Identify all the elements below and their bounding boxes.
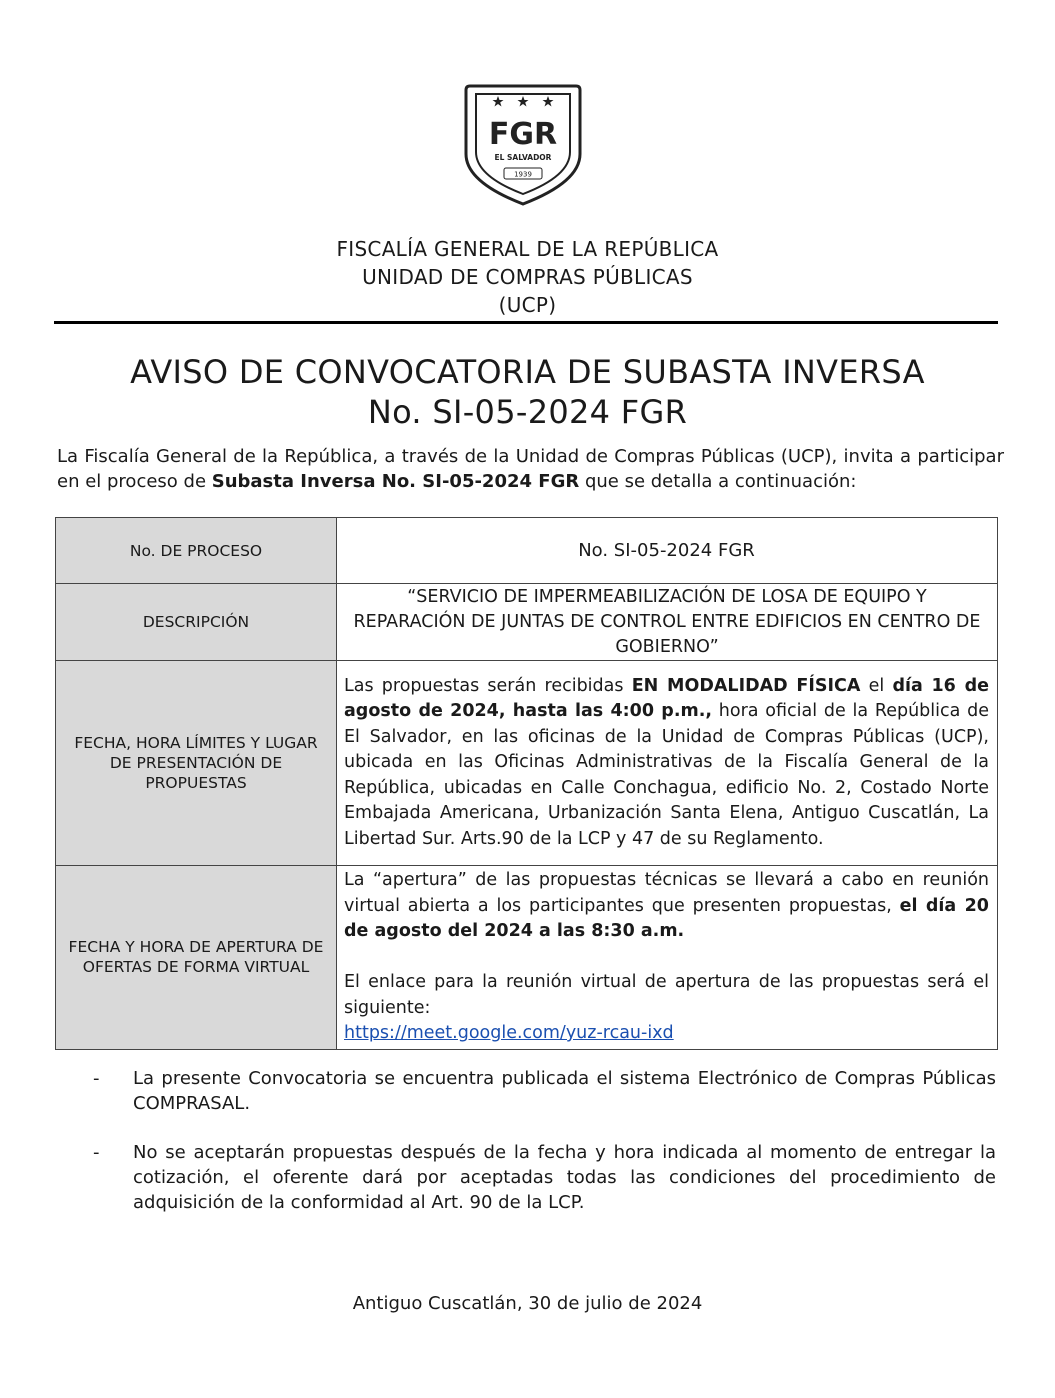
description-value: “SERVICIO DE IMPERMEABILIZACIÓN DE LOSA DE EQUIPO Y REPARACIÓN DE JUNTAS DE CONTROL ENTRE EDIFICIOS EN CENTRO DE GOBIERNO” xyxy=(337,584,998,661)
title-line-2: No. SI-05-2024 FGR xyxy=(367,393,688,431)
table-row xyxy=(56,584,998,661)
fgr-shield-logo xyxy=(462,82,584,208)
table-row xyxy=(56,866,998,1050)
list-item: - No se aceptarán propuestas después de la fecha y hora indicada al momento de entregar la cotización, el oferente dará por aceptadas todas las condiciones del procedimiento de adquisición de la conformidad al Art. 90 de la LCP. xyxy=(93,1142,996,1213)
intro-paragraph: La Fiscalía General de la República, a través de la Unidad de Compras Públicas (UCP), invita a participar en el proceso de Subasta Inversa No. SI-05-2024 FGR que se detalla a continuación: xyxy=(57,446,1004,492)
header-divider xyxy=(54,321,998,324)
process-number-label: No. DE PROCESO xyxy=(56,518,337,584)
meeting-link[interactable]: https://meet.google.com/yuz-rcau-ixd xyxy=(344,1023,674,1043)
table-row xyxy=(56,518,998,584)
svg-text:1939: 1939 xyxy=(514,170,532,179)
opening-date-value: La “apertura” de las propuestas técnicas se llevará a cabo en reunión virtual abierta a los participantes que presenten propuestas, el día 20 de agosto del 2024 a las 8:30 a.m. El enlace para la reunión virtual de apertura de las propuestas será el siguiente: https://meet.google.com/yuz-rcau-ixd xyxy=(337,866,998,1050)
process-number-value: No. SI-05-2024 FGR xyxy=(337,518,998,584)
title-line-1: AVISO DE CONVOCATORIA DE SUBASTA INVERSA xyxy=(130,353,925,391)
svg-text:EL SALVADOR: EL SALVADOR xyxy=(494,153,552,162)
header-line-1: FISCALÍA GENERAL DE LA REPÚBLICA xyxy=(336,237,719,261)
document-title xyxy=(0,352,1055,432)
notes-list xyxy=(93,1066,996,1239)
table-row xyxy=(56,661,998,866)
submission-deadline-value: Las propuestas serán recibidas EN MODALIDAD FÍSICA el día 16 de agosto de 2024, hasta las 4:00 p.m., hora oficial de la República de El Salvador, en las oficinas de la Unidad de Compras Públicas (UCP), ubicada en las Oficinas Administrativas de la Fiscalía General de la República, ubicadas en Calle Conchagua, edificio No. 2, Costado Norte Embajada Americana, Urbanización Santa Elena, Antiguo Cuscatlán, La Libertad Sur. Arts.90 de la LCP y 47 de su Reglamento. xyxy=(337,661,998,866)
description-label: DESCRIPCIÓN xyxy=(56,584,337,661)
place-date: Antiguo Cuscatlán, 30 de julio de 2024 xyxy=(352,1293,703,1314)
submission-deadline-label: FECHA, HORA LÍMITES Y LUGAR DE PRESENTACIÓN DE PROPUESTAS xyxy=(56,661,337,866)
svg-text:FGR: FGR xyxy=(488,117,558,152)
institution-header xyxy=(0,235,1055,319)
list-item: - La presente Convocatoria se encuentra publicada el sistema Electrónico de Compras Públicas COMPRASAL. xyxy=(93,1068,996,1114)
header-line-3: (UCP) xyxy=(498,293,557,317)
process-details-table xyxy=(55,517,998,1050)
opening-date-label: FECHA Y HORA DE APERTURA DE OFERTAS DE FORMA VIRTUAL xyxy=(56,866,337,1050)
header-line-2: UNIDAD DE COMPRAS PÚBLICAS xyxy=(362,265,693,289)
